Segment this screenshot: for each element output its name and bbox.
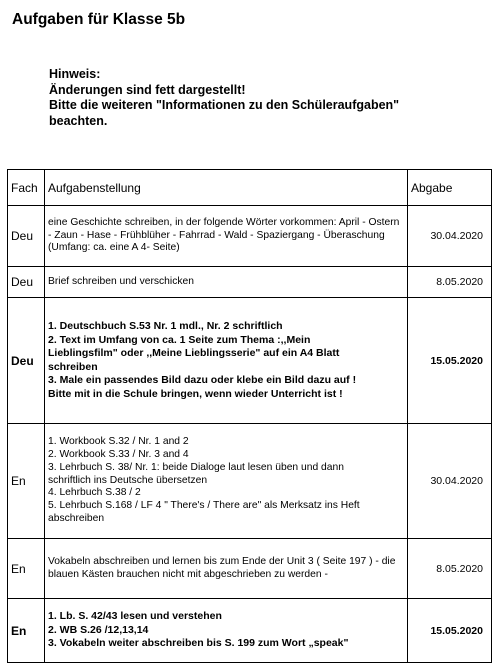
task-line: 3. Lehrbuch S. 38/ Nr. 1: beide Dialoge laut lesen üben und dann bbox=[48, 461, 344, 473]
row-subject: Deu bbox=[8, 206, 45, 267]
task-line: Lieblingsfilm" oder ,,Meine Lieblingsserie" auf ein A4 Blatt bbox=[48, 347, 340, 359]
header-aufgabenstellung: Aufgabenstellung bbox=[45, 170, 408, 206]
task-text: Vokabeln abschreiben und lernen bis zum Ende der Unit 3 ( Seite 197 ) - die blauen Kästen brauchen nicht mit abgeschrieben zu werden - bbox=[48, 555, 396, 580]
task-line: schriftlich ins Deutsche übersetzen bbox=[48, 474, 208, 486]
row-due-date: 30.04.2020 bbox=[408, 424, 492, 539]
task-line: 4. Lehrbuch S.38 / 2 bbox=[48, 487, 141, 499]
row-due-date: 15.05.2020 bbox=[408, 599, 492, 663]
row-task bbox=[45, 206, 408, 267]
table-row bbox=[8, 424, 492, 539]
task-line: 2. WB S.26 /12,13,14 bbox=[48, 623, 149, 636]
row-subject: En bbox=[8, 539, 45, 599]
row-subject: En bbox=[8, 424, 45, 539]
row-task bbox=[45, 298, 408, 424]
task-line: abschreiben bbox=[48, 512, 105, 524]
task-text: Brief schreiben und verschicken bbox=[48, 275, 194, 287]
table-header-row bbox=[8, 170, 492, 206]
note-block bbox=[49, 67, 399, 129]
task-line: 2. Text im Umfang von ca. 1 Seite zum Thema :,,Mein bbox=[48, 333, 311, 346]
row-task bbox=[45, 599, 408, 663]
table-row bbox=[8, 298, 492, 424]
row-subject: Deu bbox=[8, 298, 45, 424]
row-due-date: 15.05.2020 bbox=[408, 298, 492, 424]
task-line: 2. Workbook S.33 / Nr. 3 and 4 bbox=[48, 449, 189, 460]
task-line: Bitte mit in die Schule bringen, wenn wieder Unterricht ist ! bbox=[48, 387, 343, 400]
note-line: Änderungen sind fett dargestellt! bbox=[49, 82, 246, 97]
table-row bbox=[8, 599, 492, 663]
task-line: 1. Workbook S.32 / Nr. 1 and 2 bbox=[48, 436, 189, 448]
assignments-table bbox=[7, 169, 492, 663]
page-title: Aufgaben für Klasse 5b bbox=[12, 11, 186, 28]
table-row bbox=[8, 206, 492, 267]
task-line: schreiben bbox=[48, 360, 98, 373]
row-due-date: 8.05.2020 bbox=[408, 539, 492, 599]
task-line: 1. Lb. S. 42/43 lesen und verstehen bbox=[48, 610, 222, 623]
row-due-date: 8.05.2020 bbox=[408, 267, 492, 298]
note-line: Hinweis: bbox=[49, 67, 101, 81]
row-subject: En bbox=[8, 599, 45, 663]
row-task bbox=[45, 424, 408, 539]
task-line: 1. Deutschbuch S.53 Nr. 1 mdl., Nr. 2 schriftlich bbox=[48, 320, 283, 332]
row-due-date: 30.04.2020 bbox=[408, 206, 492, 267]
task-line: 5. Lehrbuch S.168 / LF 4 " There's / There are" als Merksatz ins Heft bbox=[48, 500, 360, 512]
row-subject: Deu bbox=[8, 267, 45, 298]
header-abgabe: Abgabe bbox=[408, 170, 492, 206]
note-line: Bitte die weiteren "Informationen zu den Schüleraufgaben" bbox=[49, 98, 400, 112]
header-fach: Fach bbox=[8, 170, 45, 206]
table-row bbox=[8, 267, 492, 298]
row-task bbox=[45, 267, 408, 298]
note-line: beachten. bbox=[49, 113, 108, 128]
task-text: eine Geschichte schreiben, in der folgende Wörter vorkommen: April - Ostern - Zaun - Hase - Frühblüher - Fahrrad - Wald - Spaziergang - Überaschung (Umfang: ca. eine A 4- Seite) bbox=[48, 216, 400, 254]
task-line: 3. Male ein passendes Bild dazu oder klebe ein Bild dazu auf ! bbox=[48, 374, 357, 386]
row-task bbox=[45, 539, 408, 599]
table-row bbox=[8, 539, 492, 599]
task-line: 3. Vokabeln weiter abschreiben bis S. 199 zum Wort „speak" bbox=[48, 637, 349, 650]
